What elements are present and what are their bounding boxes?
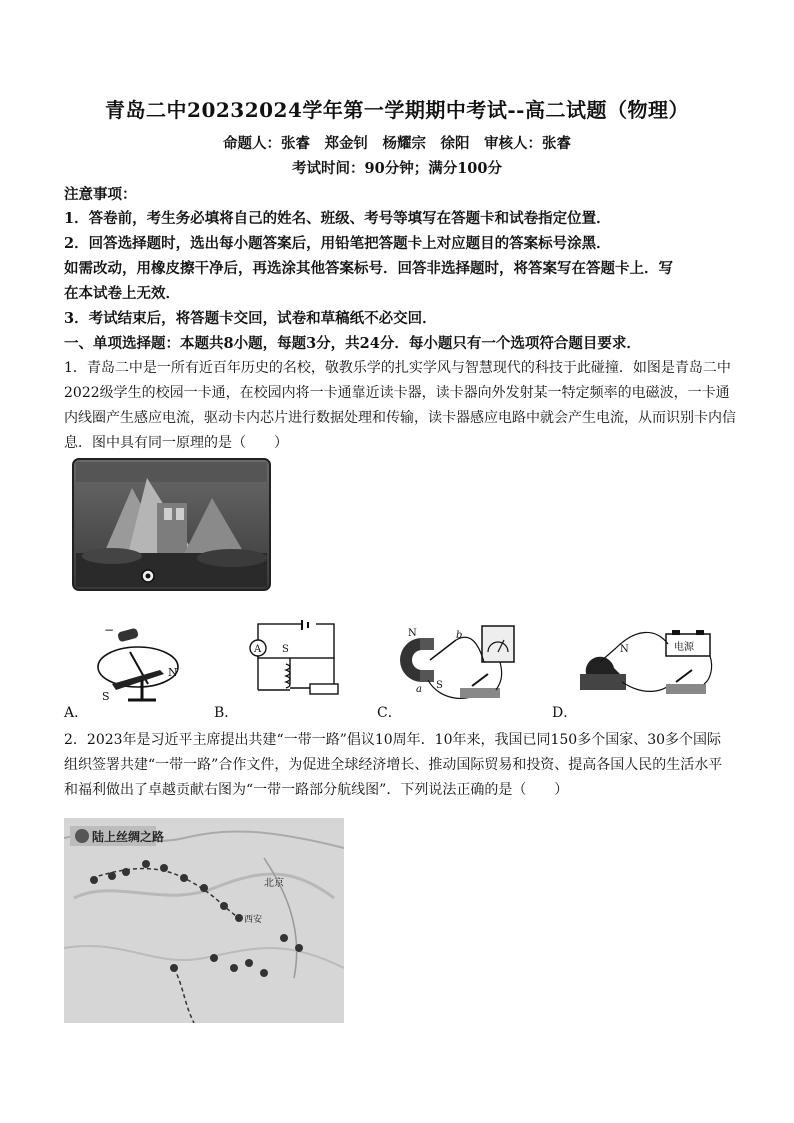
notes-item-2-cont: 如需改动，用橡皮擦干净后，再选涂其他答案标号．回答非选择题时，将答案写在答题卡上．写: [64, 260, 673, 277]
q2-text-line-3: 和福利做出了卓越贡献右图为“一带一路部分航线图”．下列说法正确的是（ ）: [64, 782, 569, 798]
notes-item-2: 2．回答选择题时，选出每小题答案后，用铅笔把答题卡上对应题目的答案标号涂黑．: [64, 235, 611, 252]
paper-title: 青岛二中20232024学年第一学期期中考试--高二试题（物理）: [105, 98, 689, 122]
q2-text-line-2: 组织签署共建“一带一路”合作文件，为促进全球经济增长、推动国际贸易和投资、提高各国人民的生活水平: [64, 757, 723, 773]
option-a-figure: [90, 622, 190, 702]
option-d-figure: [576, 628, 716, 704]
q1-text-line-2: 2022级学生的校园一卡通，在校园内将一卡通靠近读卡器，读卡器向外发射某一特定频率的电磁波，一卡通: [64, 385, 730, 401]
map-title: 陆上丝绸之路: [92, 830, 165, 844]
notes-item-3: 3．考试结束后，将答题卡交回，试卷和草稿纸不必交回．: [64, 310, 437, 327]
campus-card-photo: [72, 458, 271, 591]
fig-c-a-label: a: [416, 684, 422, 695]
section-1-heading: 一、单项选择题：本题共8小题，每题3分，共24分．每小题只有一个选项符合题目要求．: [64, 335, 641, 352]
fig-a-minus-label: −: [104, 623, 115, 637]
map-city-xian: 西安: [244, 915, 263, 925]
option-a-label[interactable]: A．: [64, 705, 89, 721]
fig-b-meter-label: A: [254, 644, 262, 655]
notes-item-1: 1．答卷前，考生务必填将自己的姓名、班级、考号等填写在答题卡和试卷指定位置．: [64, 210, 611, 227]
option-d-label[interactable]: D．: [552, 705, 578, 721]
q1-text-line-3: 内线圈产生感应电流，驱动卡内芯片进行数据处理和传输，读卡器感应电路中就会产生电流，从而识别卡内信: [64, 410, 736, 426]
fig-c-b-label: b: [456, 630, 463, 641]
fig-a-s-label: S: [102, 690, 110, 702]
option-b-figure: [244, 614, 344, 704]
map-city-beijing: 北京: [264, 878, 284, 889]
q1-text-line-1: 1．青岛二中是一所有近百年历史的名校，敬教乐学的扎实学风与智慧现代的科技于此碰撞．如图是青岛二中: [64, 360, 731, 376]
fig-a-n-label: N: [168, 666, 178, 679]
option-b-label[interactable]: B．: [214, 705, 239, 721]
notes-item-2-end: 在本试卷上无效．: [64, 285, 180, 302]
exam-info: 考试时间：90分钟；满分100分: [292, 160, 502, 177]
silk-road-map: [64, 818, 344, 1023]
fig-c-s-label: S: [436, 680, 443, 691]
fig-d-n-label: N: [620, 644, 629, 655]
q1-text-line-4: 息．图中具有同一原理的是（ ）: [64, 435, 288, 451]
fig-b-s-label: S: [282, 644, 289, 655]
option-c-label[interactable]: C．: [377, 705, 402, 721]
authors-line: 命题人：张睿 郑金钊 杨耀宗 徐阳 审核人：张睿: [223, 135, 571, 152]
fig-d-battery-label: 电源: [674, 642, 694, 653]
fig-c-n-label: N: [408, 628, 417, 639]
option-c-figure: [400, 622, 520, 706]
notes-heading: 注意事项：: [64, 186, 137, 203]
q2-text-line-1: 2．2023年是习近平主席提出共建“一带一路”倡议10周年．10年来，我国已同150多个国家、30多个国际: [64, 732, 722, 748]
